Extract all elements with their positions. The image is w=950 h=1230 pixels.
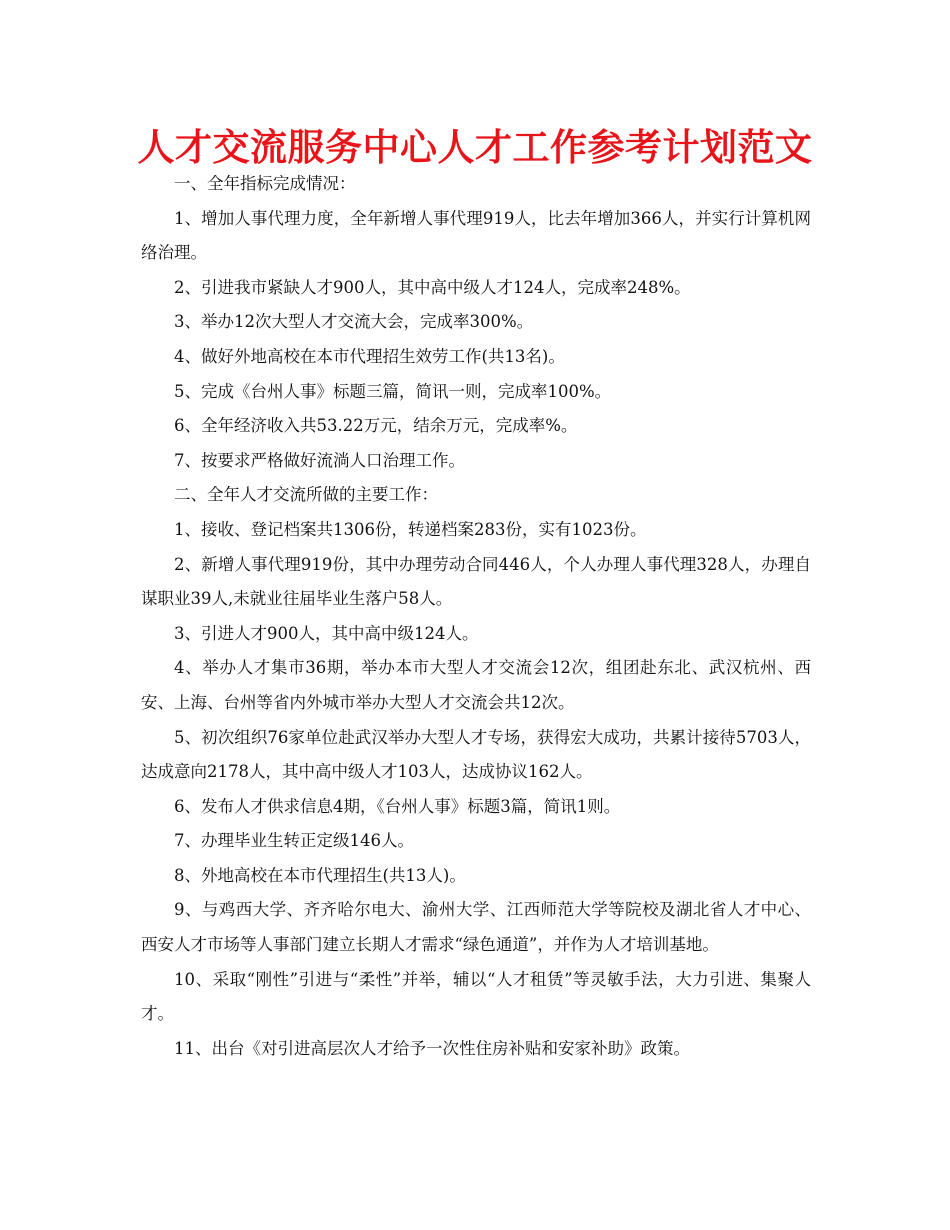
paragraph-section-2-heading: 二、全年人才交流所做的主要工作： xyxy=(174,485,438,505)
paragraph-item: 2、新增人事代理919份，其中办理劳动合同446人，个人办理人事代理328人，办理自谋职业39人,未就业往届毕业生落户58人。 xyxy=(141,554,811,609)
paragraph-item: 2、引进我市紧缺人才900人，其中高中级人才124人，完成率248%。 xyxy=(174,277,691,297)
paragraph-item: 10、采取“刚性”引进与“柔性”并举，辅以“人才租赁”等灵敏手法，大力引进、集聚人才。 xyxy=(141,969,811,1024)
paragraph-item: 5、完成《台州人事》标题三篇，简讯一则，完成率100%。 xyxy=(174,381,612,401)
paragraph-item: 8、外地高校在本市代理招生(共13人)。 xyxy=(174,865,466,885)
paragraph-item: 3、引进人才900人，其中高中级124人。 xyxy=(174,623,479,643)
paragraph-item: 6、发布人才供求信息4期，《台州人事》标题3篇，简讯1则。 xyxy=(174,796,621,816)
paragraph-item: 7、按要求严格做好流淌人口治理工作。 xyxy=(174,450,465,470)
paragraph-item: 7、办理毕业生转正定级146人。 xyxy=(174,831,414,851)
paragraph-item: 4、做好外地高校在本市代理招生效劳工作(共13名)。 xyxy=(174,346,565,366)
document-body xyxy=(141,167,811,1066)
paragraph-item: 3、举办12次大型人才交流大会，完成率300%。 xyxy=(174,312,534,332)
paragraph-item: 9、与鸡西大学、齐齐哈尔电大、渝州大学、江西师范大学等院校及湖北省人才中心、西安人才市场等人事部门建立长期人才需求“绿色通道”，并作为人才培训基地。 xyxy=(141,900,811,955)
paragraph-item: 1、接收、登记档案共1306份，转递档案283份，实有1023份。 xyxy=(174,519,647,539)
paragraph-item: 6、全年经济收入共53.22万元，结余万元，完成率%。 xyxy=(174,416,578,436)
paragraph-item: 5、初次组织76家单位赴武汉举办大型人才专场，获得宏大成功，共累计接待5703人，达成意向2178人，其中高中级人才103人，达成协议162人。 xyxy=(141,727,811,782)
paragraph-item: 11、出台《对引进高层次人才给予一次性住房补贴和安家补助》政策。 xyxy=(174,1038,690,1058)
paragraph-item: 4、举办人才集市36期，举办本市大型人才交流会12次，组团赴东北、武汉杭州、西安、上海、台州等省内外城市举办大型人才交流会共12次。 xyxy=(141,658,811,712)
paragraph-section-1-heading: 一、全年指标完成情况： xyxy=(174,174,356,193)
document-title: 人才交流服务中心人才工作参考计划范文 xyxy=(137,126,813,169)
paragraph-item: 1、增加人事代理力度，全年新增人事代理919人，比去年增加366人，并实行计算机网络治理。 xyxy=(141,208,811,263)
